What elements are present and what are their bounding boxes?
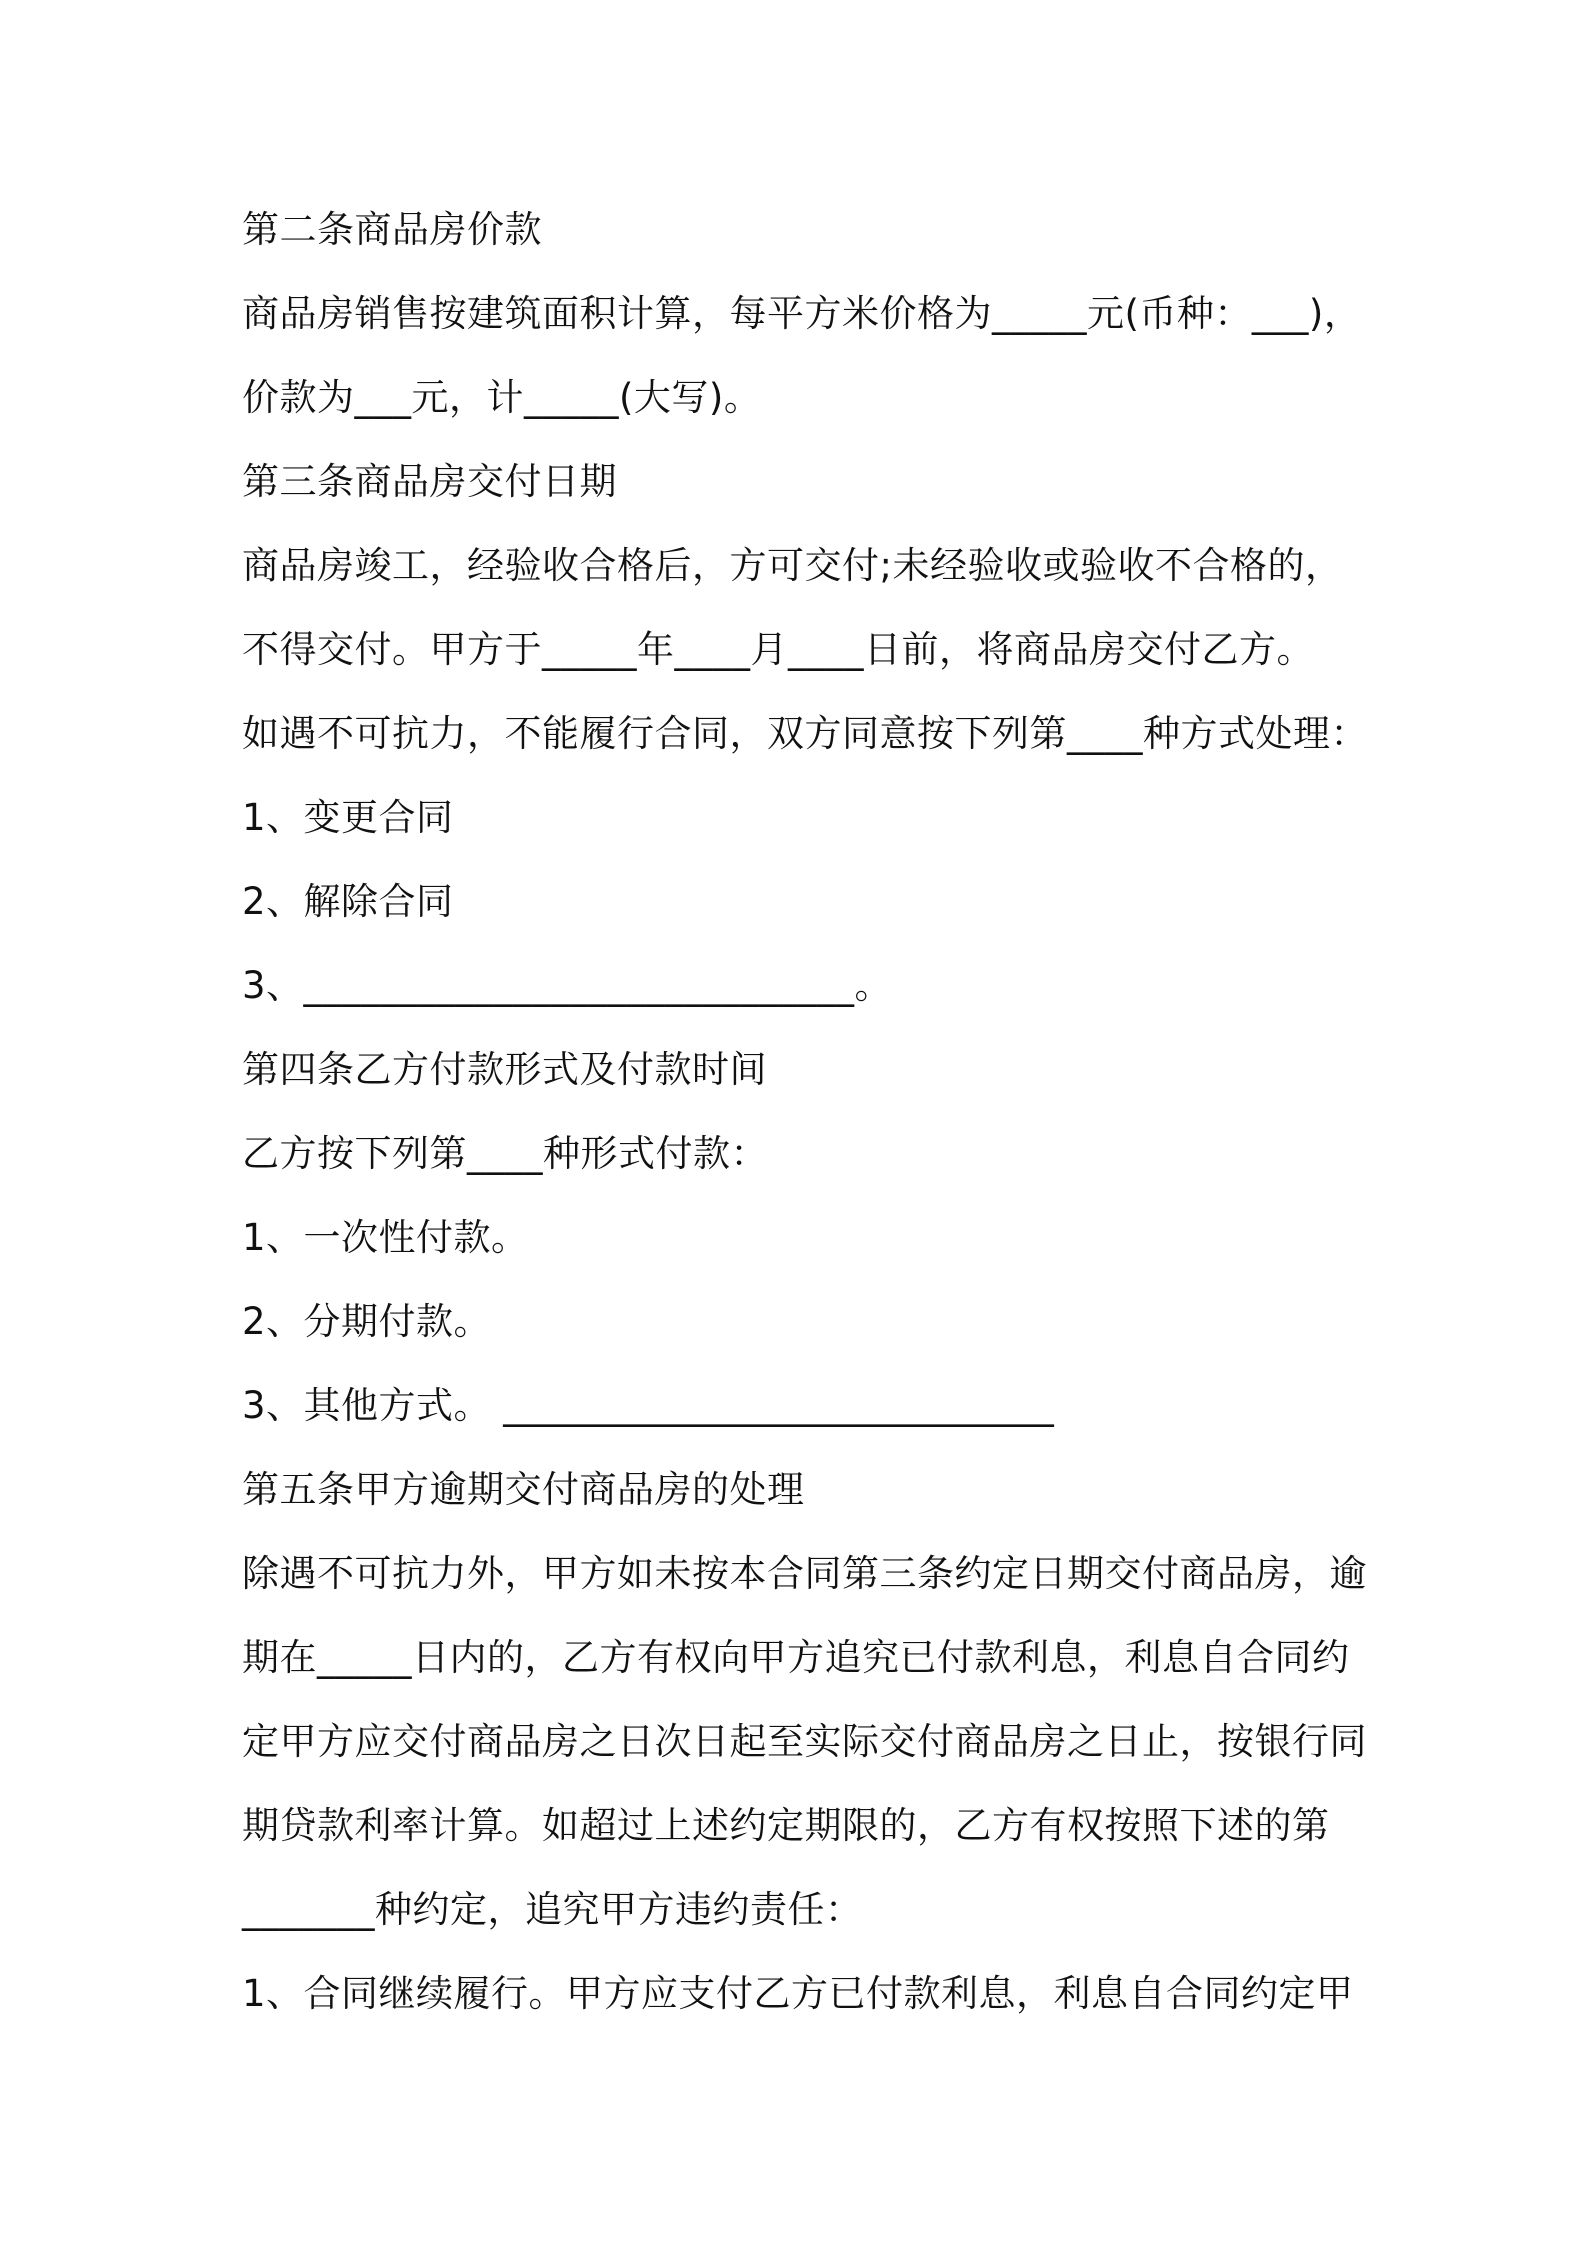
section-heading-article-5: 第五条甲方逾期交付商品房的处理 xyxy=(242,1468,805,1511)
paragraph-line: 商品房竣工，经验收合格后，方可交付;未经验收或验收不合格的， xyxy=(242,544,1343,587)
contract-text xyxy=(242,198,1372,2046)
paragraph-line: 价款为___元，计_____(大写)。 xyxy=(242,376,762,419)
paragraph-line: 不得交付。甲方于_____年____月____日前，将商品房交付乙方。 xyxy=(242,628,1314,671)
paragraph-line: 如遇不可抗力，不能履行合同，双方同意按下列第____种方式处理： xyxy=(242,712,1368,755)
list-item: 1、一次性付款。 xyxy=(242,1216,529,1259)
paragraph-line: 除遇不可抗力外，甲方如未按本合同第三条约定日期交付商品房，逾 xyxy=(242,1552,1367,1595)
paragraph-line: _______种约定，追究甲方违约责任： xyxy=(242,1888,863,1931)
section-heading-article-4: 第四条乙方付款形式及付款时间 xyxy=(242,1048,767,1091)
paragraph-line: 乙方按下列第____种形式付款： xyxy=(242,1132,768,1175)
list-item: 2、解除合同 xyxy=(242,880,454,923)
paragraph-line: 定甲方应交付商品房之日次日起至实际交付商品房之日止，按银行同 xyxy=(242,1720,1367,1763)
paragraph-line: 期贷款利率计算。如超过上述约定期限的，乙方有权按照下述的第 xyxy=(242,1804,1330,1847)
list-item: 1、变更合同 xyxy=(242,796,454,839)
list-item: 1、合同继续履行。甲方应支付乙方已付款利息，利息自合同约定甲 xyxy=(242,1972,1354,2015)
paragraph-line: 期在_____日内的，乙方有权向甲方追究已付款利息，利息自合同约 xyxy=(242,1636,1350,1679)
section-heading-article-2: 第二条商品房价款 xyxy=(242,208,542,251)
paragraph-line: 商品房销售按建筑面积计算，每平方米价格为_____元(币种：___)， xyxy=(242,292,1362,335)
list-item: 2、分期付款。 xyxy=(242,1300,492,1343)
list-item: 3、其他方式。 _____________________________ xyxy=(242,1384,1055,1427)
section-heading-article-3: 第三条商品房交付日期 xyxy=(242,460,617,503)
list-item: 3、_____________________________。 xyxy=(242,964,893,1007)
